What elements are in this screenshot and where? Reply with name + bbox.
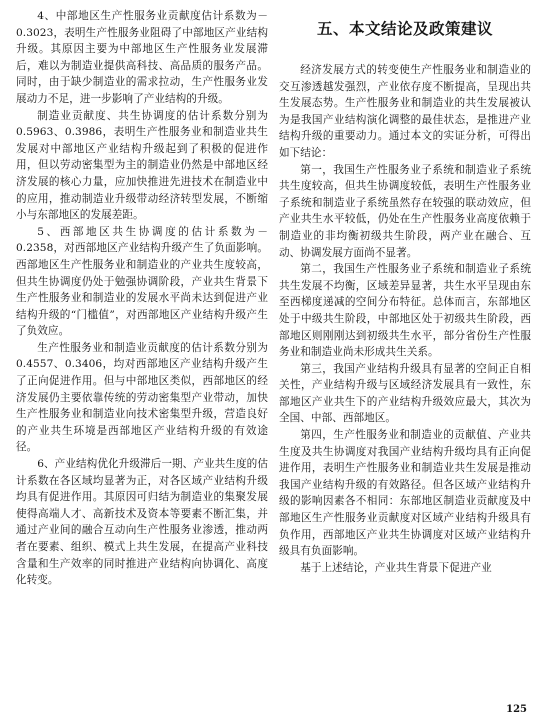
page-number: 125: [506, 704, 527, 715]
right-column: [279, 18, 531, 576]
paragraph-conclusion-intro: 经济发展方式的转变使生产性服务业和制造业的交互渗透越发强烈，产业依存度不断提高，呈现出共生发展态势。生产性服务业和制造业的共生发展被认为是我国产业结构演化调整的最佳状态，是推进产业结构升级的重要动力。通过本文的实证分析，可得出如下结论：: [279, 64, 531, 159]
left-column: [16, 8, 268, 589]
paragraph-lag-symbiosis: 6、产业结构优化升级滞后一期、产业共生度的估计系数在各区域均显著为正，对各区域产业结构升级均具有促进作用。其原因可归结为制造业的集聚发展使得高端人才、高新技术及资本等要素不断汇集，并通过产业间的融合互动向生产性服务业渗透，推动两者在要素、组织、模式上共生发展，在提高产业科技含量和生产效率的同时推进产业结构向协调化、高度化转变。: [16, 458, 268, 587]
paragraph-conclusion-fourth: 第四，生产性服务业和制造业的贡献值、产业共生度及共生协调度对我国产业结构升级均具有正向促进作用，表明生产性服务业和制造业共生发展是推动我国产业结构升级的有效路径。但各区域产业结构升级的影响因素各不相同：东部地区制造业贡献度及中部地区生产性服务业贡献度对区域产业结构升级具有负作用，西部地区产业共生协调度对区域产业结构升级具有负面影响。: [279, 429, 531, 558]
paragraph-western-coordination: 5、西部地区共生协调度的估计系数为－0.2358，对西部地区产业结构升级产生了负面影响。西部地区生产性服务业和制造业的产业共生度较高，但共生协调度仍处于勉强协调阶段，产业共生背景下生产性服务业和制造业的发展水平尚未达到促进产业结构升级的“门槛值”，对西部地区产业结构升级产生了负效应。: [16, 225, 268, 338]
paragraph-conclusion-first: 第一，我国生产性服务业子系统和制造业子系统共生度较高，但共生协调度较低，表明生产性服务业子系统和制造业子系统虽然存在较强的联动效应，但产业共生水平较低，仍处在生产性服务业高度依赖于制造业的非均衡初级共生阶段，两产业在融合、互动、协调发展方面尚不显著。: [279, 163, 531, 259]
paragraph-central-producer-services: 4、中部地区生产性服务业贡献度估计系数为－0.3023，表明生产性服务业阻碍了中部地区产业结构升级。其原因主要为中部地区生产性服务业发展滞后，难以为制造业提供高科技、高品质的服务产品。同时，由于缺少制造业的需求拉动，生产性服务业发展动力不足，进一步影响了产业结构的升级。: [16, 10, 268, 105]
paragraph-central-manufacturing: 制造业贡献度、共生协调度的估计系数分别为0.5963、0.3986，表明生产性服务业和制造业共生发展对中部地区产业结构升级起到了积极的促进作用，但以劳动密集型为主的制造业仍然是中部地区经济发展的核心力量，应加快推进先进技术在制造业中的应用，推动制造业升级带动经济转型发展，不断缩小与东部地区的发展差距。: [16, 109, 268, 222]
section-heading: 五、本文结论及政策建议: [316, 20, 493, 38]
paragraph-policy-lead: 基于上述结论，产业共生背景下促进产业: [300, 561, 492, 574]
paragraph-conclusion-second: 第二，我国生产性服务业子系统和制造业子系统共生发展不均衡，区域差异显著，共生水平呈现由东至西梯度递减的空间分布特征。总体而言，东部地区处于中级共生阶段，中部地区处于初级共生阶段，西部地区则刚刚达到初级共生水平，部分省份生产性服务业和制造业尚未形成共生关系。: [279, 263, 531, 359]
paragraph-conclusion-third: 第三，我国产业结构升级具有显著的空间正自相关性，产业结构升级与区域经济发展具有一致性，东部地区产业共生下的产业结构升级效应最大，其次为全国、中部、西部地区。: [279, 362, 531, 425]
paragraph-western-contribution: 生产性服务业和制造业贡献度的估计系数分别为0.4557、0.3406，均对西部地区产业结构升级产生了正向促进作用。但与中部地区类似，西部地区的经济发展仍主要依靠传统的劳动密集型产业带动，加快生产性服务业和制造业向技术密集型升级，营造良好的产业共生环境是西部地区产业结构升级的有效途径。: [16, 341, 268, 454]
